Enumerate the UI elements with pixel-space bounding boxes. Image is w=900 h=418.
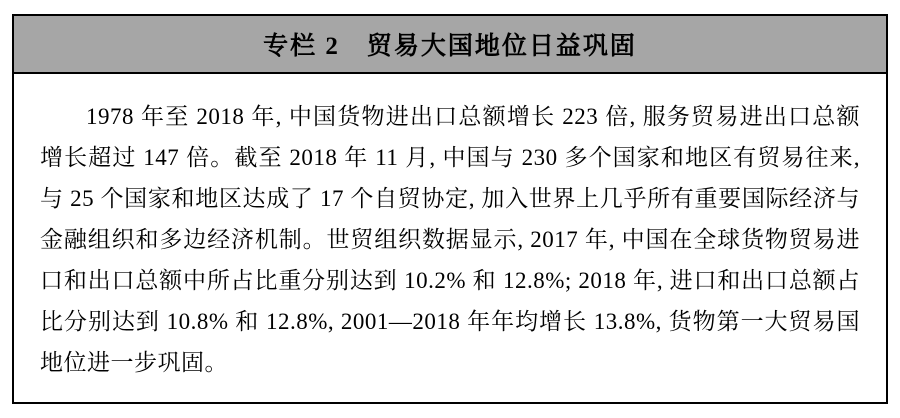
body-paragraph: 1978 年至 2018 年, 中国货物进出口总额增长 223 倍, 服务贸易进出口总额增长超过 147 倍。截至 2018 年 11 月, 中国与 230 多个国家和地区有贸易往来, 与 25 个国家和地区达成了 17 个自贸协定, 加入世界上几乎所有重要国际经济与金融组织和多边经济机制。世贸组织数据显示, 2017 年, 中国在全球货物贸易进口和出口总额中所占比重分别达到 10.2% 和 12.8%; 2018 年, 进口和出口总额占比分别达到 10.8% 和 12.8%, 2001—2018 年年均增长 13.8%, 货物第一大贸易国地位进一步巩固。 <box>40 104 860 375</box>
highlight-box <box>12 14 888 404</box>
highlight-box-body <box>14 74 886 402</box>
highlight-box-title: 专栏 2 贸易大国地位日益巩固 <box>263 33 637 60</box>
highlight-box-header <box>14 16 886 74</box>
